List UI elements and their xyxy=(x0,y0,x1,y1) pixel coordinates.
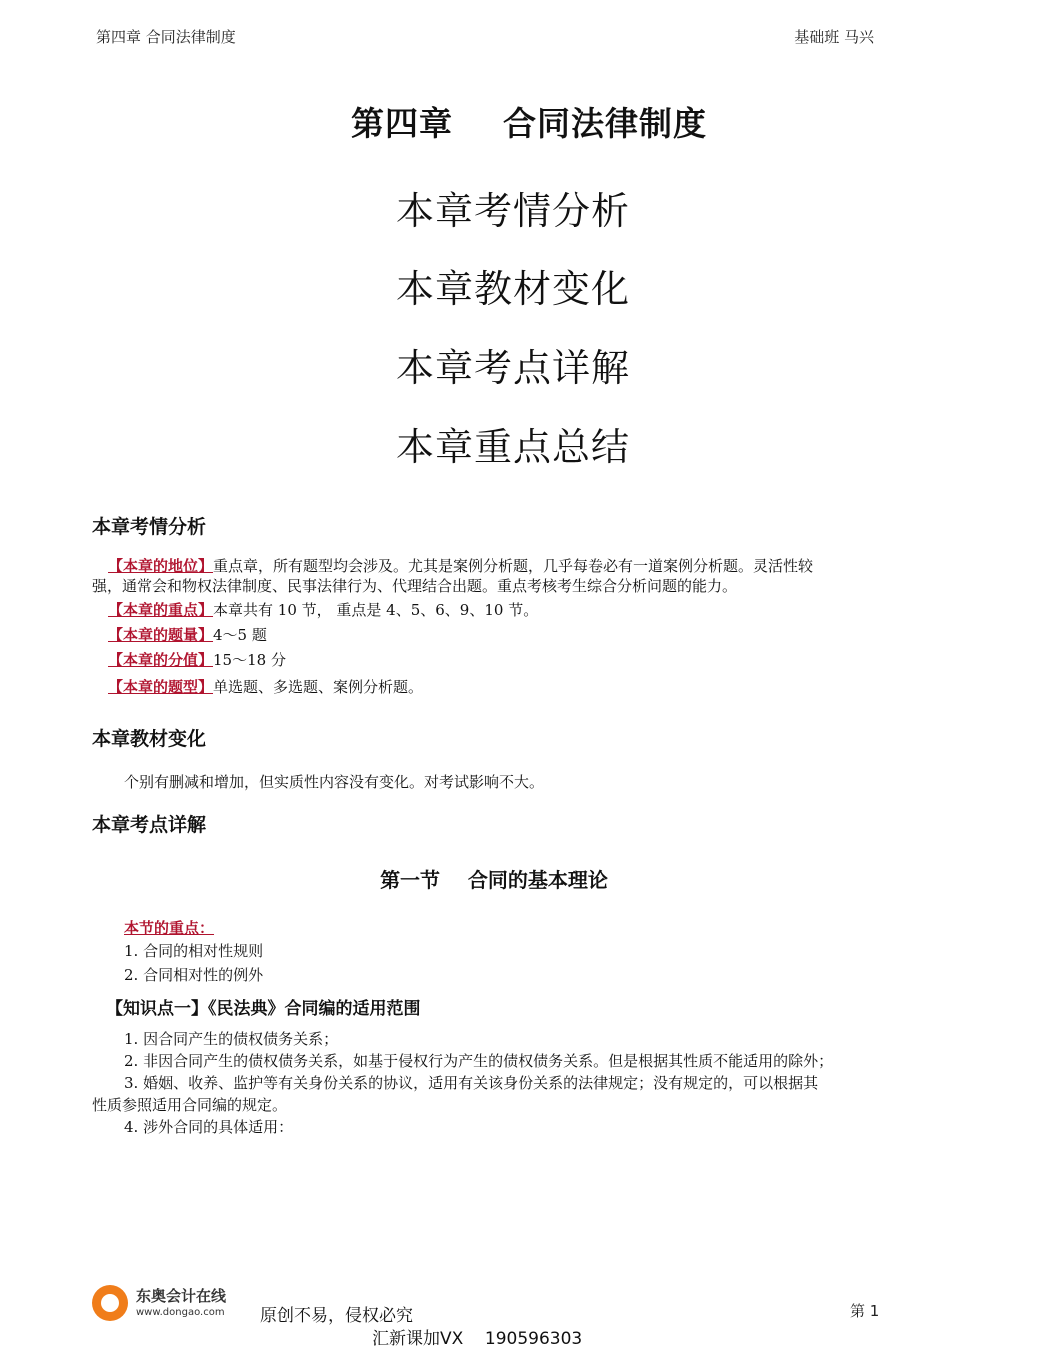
position-text: 重点章，所有题型均会涉及。尤其是案例分析题，几乎每卷必有一道案例分析题。灵活性较 xyxy=(213,557,814,575)
position-line-2: 强，通常会和物权法律制度、民事法律行为、代理结合出题。重点考核考生综合分析问题的能力。 xyxy=(92,577,738,595)
section-heading-details: 本章考点详解 xyxy=(92,814,207,836)
score-text: 15～18 分 xyxy=(213,651,286,669)
type-text: 单选题、多选题、案例分析题。 xyxy=(213,678,424,696)
toc-item-analysis: 本章考情分析 xyxy=(396,189,631,233)
focus-line xyxy=(108,600,538,620)
section-heading-analysis: 本章考情分析 xyxy=(92,516,207,538)
toc-item-summary: 本章重点总结 xyxy=(396,425,631,469)
score-line xyxy=(108,650,286,670)
key-point-item: 1. 合同的相对性规则 xyxy=(124,942,264,960)
running-header-class: 基础班 马兴 xyxy=(794,28,874,46)
toc-item-changes: 本章教材变化 xyxy=(396,267,631,311)
score-tag: 【本章的分值】 xyxy=(108,651,214,669)
scope-item: 2. 非因合同产生的债权债务关系，如基于侵权行为产生的债权债务关系。但是根据其性质不能适用的除外； xyxy=(124,1052,834,1070)
key-points-tag: 本节的重点： xyxy=(124,919,215,937)
dongao-logo-icon xyxy=(92,1285,128,1321)
knowledge-point-title: 【知识点一】《民法典》合同编的适用范围 xyxy=(106,999,421,1019)
wechat-note: 汇新课加VX 190596303 xyxy=(372,1329,583,1349)
page-number: 第 1 xyxy=(850,1302,880,1320)
scope-item: 1. 因合同产生的债权债务关系； xyxy=(124,1030,339,1048)
running-header-chapter: 第四章 合同法律制度 xyxy=(96,28,236,46)
scope-item-continued: 性质参照适用合同编的规定。 xyxy=(92,1096,288,1114)
type-tag: 【本章的题型】 xyxy=(108,678,214,696)
changes-text: 个别有删减和增加，但实质性内容没有变化。对考试影响不大。 xyxy=(124,773,545,791)
dongao-logo xyxy=(92,1283,242,1327)
position-tag: 【本章的地位】 xyxy=(108,557,214,575)
chapter-title: 第四章 合同法律制度 xyxy=(351,104,707,143)
type-line xyxy=(108,677,423,697)
section-one-title: 第一节 合同的基本理论 xyxy=(380,868,608,892)
count-line xyxy=(108,625,267,645)
scope-item: 3. 婚姻、收养、监护等有关身份关系的协议，适用有关该身份关系的法律规定；没有规定的，可以根据其 xyxy=(124,1074,819,1092)
logo-name: 东奥会计在线 xyxy=(136,1287,227,1305)
copyright-note: 原创不易，侵权必究 xyxy=(260,1306,413,1326)
section-heading-changes: 本章教材变化 xyxy=(92,728,207,750)
toc-item-details: 本章考点详解 xyxy=(396,346,631,390)
count-tag: 【本章的题量】 xyxy=(108,626,214,644)
key-points-label xyxy=(124,918,214,938)
count-text: 4～5 题 xyxy=(213,626,267,644)
scope-item: 4. 涉外合同的具体适用： xyxy=(124,1118,294,1136)
focus-tag: 【本章的重点】 xyxy=(108,601,214,619)
key-point-item: 2. 合同相对性的例外 xyxy=(124,966,264,984)
logo-url: www.dongao.com xyxy=(136,1307,225,1318)
focus-text: 本章共有 10 节， 重点是 4、5、6、9、10 节。 xyxy=(213,601,539,619)
position-line-1 xyxy=(108,556,813,576)
